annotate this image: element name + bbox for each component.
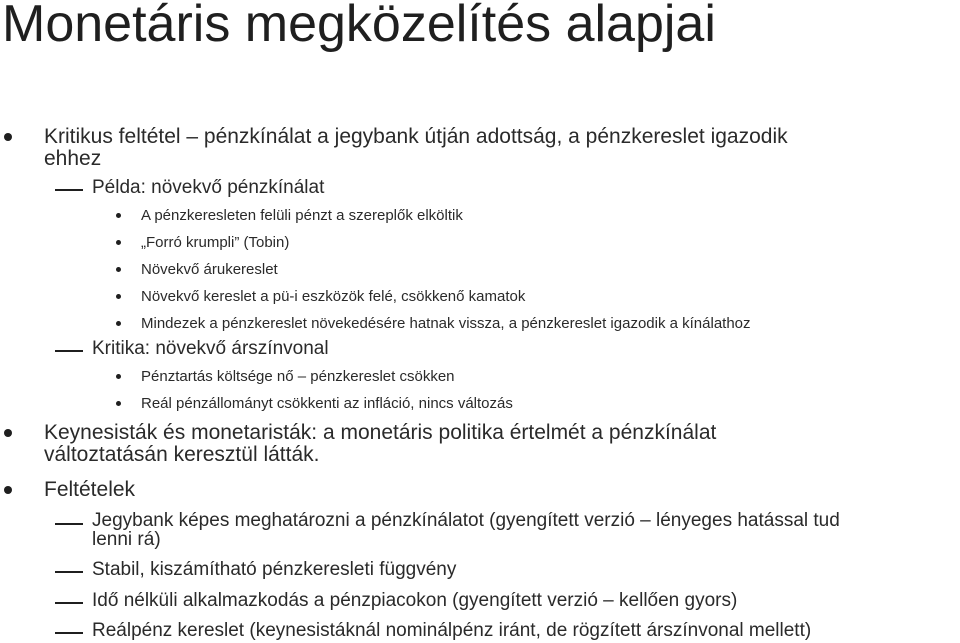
list-item-text: Pénztartás költsége nő – pénzkereslet csökken [141, 368, 455, 385]
list-item-text: Növekvő árukereslet [141, 261, 278, 278]
bullet-dot-icon [116, 267, 121, 272]
list-item-text-continued: ehhez [44, 147, 102, 170]
list-item-text: Keynesisták és monetaristák: a monetáris politika értelmét a pénzkínálat [44, 421, 717, 444]
dash-bullet-icon [55, 350, 83, 352]
bullet-dot-icon [116, 240, 121, 245]
dash-bullet-icon [55, 523, 83, 525]
list-item-text: Kritika: növekvő árszínvonal [92, 338, 329, 359]
bullet-dot-icon [116, 401, 121, 406]
dash-bullet-icon [55, 189, 83, 191]
list-item-text-continued: változtatásán keresztül látták. [44, 443, 320, 466]
bullet-dot-icon [116, 213, 121, 218]
list-item-text: Kritikus feltétel – pénzkínálat a jegybank útján adottság, a pénzkereslet igazodik [44, 125, 788, 148]
list-item-text: Példa: növekvő pénzkínálat [92, 177, 325, 198]
list-item-text: Reál pénzállományt csökkenti az infláció, nincs változás [141, 395, 513, 412]
dash-bullet-icon [55, 632, 83, 634]
dash-bullet-icon [55, 571, 83, 573]
list-item-text: Feltételek [44, 478, 136, 501]
list-item-text: Reálpénz kereslet (keynesistáknál nominálpénz iránt, de rögzített árszínvonal mellett) [92, 620, 812, 641]
bullet-dot-icon [4, 429, 12, 437]
bullet-dot-icon [116, 294, 121, 299]
list-item-text: Mindezek a pénzkereslet növekedésére hatnak vissza, a pénzkereslet igazodik a kínálathoz [141, 315, 751, 332]
list-item-text-continued: lenni rá) [92, 529, 161, 550]
list-item-text: Stabil, kiszámítható pénzkeresleti függvény [92, 559, 457, 580]
list-item-text: Növekvő kereslet a pü-i eszközök felé, csökkenő kamatok [141, 288, 526, 305]
list-item-text: „Forró krumpli” (Tobin) [141, 234, 290, 251]
list-item-text: Jegybank képes meghatározni a pénzkínálatot (gyengített verzió – lényeges hatással tud [92, 510, 840, 531]
list-item-text: Idő nélküli alkalmazkodás a pénzpiacokon (gyengített verzió – kellően gyors) [92, 590, 738, 611]
dash-bullet-icon [55, 602, 83, 604]
bullet-dot-icon [116, 374, 121, 379]
bullet-dot-icon [4, 133, 12, 141]
list-item-text: A pénzkeresleten felüli pénzt a szereplők elköltik [141, 207, 463, 224]
slide-title: Monetáris megközelítés alapjai [2, 0, 716, 53]
bullet-dot-icon [4, 486, 12, 494]
bullet-dot-icon [116, 321, 121, 326]
